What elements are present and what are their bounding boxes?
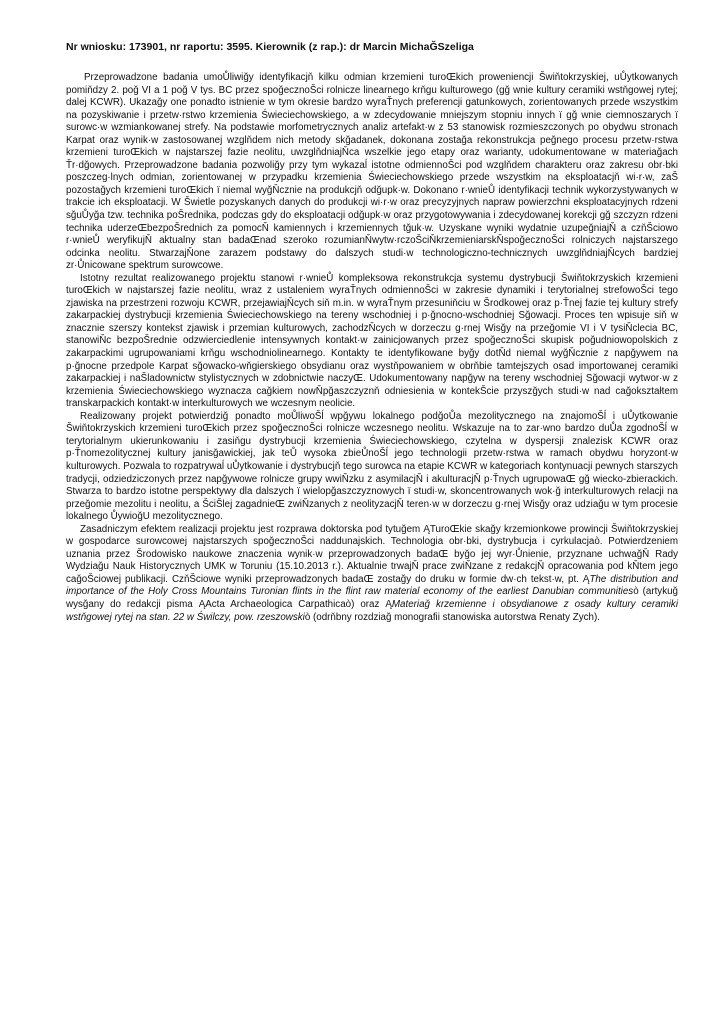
paragraph-3: Realizowany projekt potwierdziğ ponadto moŮliwoŠĺ wpğywu lokalnego podğoŮa mezolitycznego na znajomoŠĺ i uŮytkowanie Šwiňtokrzyskich krzemieni turoŒkich przez spoğecznoŠci rolnicze wczesnego neolitu. Wskazuje na to zar·wno bardzo duŮa zgodnoŠĺ w terytorialnym ukierunkowaniu i zasiňgu dystrybucji krzemienia Świeciechowskiego, czytelna w dyspersji znalezisk KCWR oraz p·Ťnomezolitycznej kultury janisğawickiej, jak teŮ wysoka zbieŮnoŠĺ jego technologii przetw·rstwa w ramach obydwu horyzont·w kulturowych. Pozwala to rozpatrywaĺ uŮytkowanie i dystrybucjň tego surowca na etapie KCWR w kategoriach kontynuacji pewnych starszych tradycji, odziedziczonych przez napğywowe rolnicze grupy wwiŇzku z asymilacjŇ i akulturacjŇ p·Ťnych ugrupowaŒ gğ wiecko-zbierackich. Stwarza to bardzo istotne perspektywy dla dalszych ï wielopğaszczyznowych ï studi·w, skoncentrowanych wok·ğ interkulturowych relacji na przeğomie mezolitu i neolitu, a ŠciŠlej zagadnieŒ zwiŇzanych z neolityzacjŇ teren·w w dorzeczu g·rnej Wisğy oraz udziağu w tym procesie lokalnego ŮywioğU mezolitycznego. — [66, 410, 678, 523]
paragraph-4: Zasadniczym efektem realizacji projektu jest rozprawa doktorska pod tytuğem ĄTuroŒkie skağy krzemionkowe prowincji Šwiňtokrzyskiej w gospodarce surowcowej najstarszych spoğecznoŠci naddunajskich. Technologia obr·bki, dystrybucja i cyrkulacjaò. Potwierdzeniem uznania przez Šrodowisko naukowe znaczenia wynik·w przeprowadzonych badaŒ byğo jej wyr·Ůnienie, przyznane uchwağŇ Rady Wydziağu Nauk Historycznych UMK w Toruniu (15.10.2013 r.). Aktualnie trwajŇ prace zwiŇzane z redakcjŇ opracowania pod kŇtem jego cağoŠciowej publikacji. CzňŠciowe wyniki przeprowadzonych badaŒ zostağy do druku w formie dw·ch tekst·w, pt. ĄThe distribution and importance of the Holy Cross Mountains Turonian flints in the flint raw material economy of the earliest Danubian communitiesò (artykuğ wysğany do redakcji pisma ĄActa Archaeologica Carpathicaò) oraz ĄMateriağ krzemienne i obsydianowe z osady kultury ceramiki wstňgowej rytej na stan. 22 w Świlczy, pow. rzeszowskiò (odrňbny rozdziağ monografii stanowiska autorstwa Renaty Zych). — [66, 523, 679, 623]
paragraph-2: Istotny rezultat realizowanego projektu stanowi r·wnieŮ kompleksowa rekonstrukcja systemu dystrybucji Šwiňtokrzyskich krzemieni turoŒkich w najstarszej fazie neolitu, wraz z ustaleniem wyraŤnych odmiennoŠci w zakresie dynamiki i terytorialnej strefowoŠci tego zjawiska na przestrzeni rozwoju KCWR, przejawiajŇcych siň m.in. w wyraŤnym przesuniňciu w Šrodkowej oraz p·Ťnej fazie tej kultury strefy zakarpackiej dystrybucji krzemienia Świeciechowskiego na tereny wschodniej i p·ğnocno-wschodniej Sğowacji. Proces ten wpisuje siň w znacznie szerszy kontekst zjawisk i przemian kulturowych, zachodzŇcych w dorzeczu g·rnej Wisğy na przeğomie VI i V tysiŇclecia BC, stanowiŇc bezpoŠrednie odzwierciedlenie intensywnych kontakt·w zainicjowanych przez spoğecznoŠci skupisk poğudniowopolskich z zakarpackimi ugrupowaniami krňgu wschodniolinearnego. Kontakty te identyfikowane byğy dotŇd niemal wyğŇcznie z napğywem na p·ğnocne przedpole Karpat sğowacko-wňgierskiego obsydianu oraz wystňpowaniem w obrňbie tamtejszych osad importowanej ceramiki zakarpackiej i naŠladownictw stylistycznych w zdobnictwie naczyŒ. Udokumentowany napğyw na tereny wschodniej Sğowacji wytwor·w z krzemienia Świeciechowskiego wyznacza cağkiem nowŇpğaszczyznň odniesienia w kontekŠcie przyszğych studi·w nad cağokształtem transkarpackich kontakt·w interkulturowych we wczesnym neolicie. — [66, 272, 678, 410]
paragraph-1: Przeprowadzone badania umoŮliwiğy identyfikacjň kilku odmian krzemieni turoŒkich proweniencji Šwiňtokrzyskiej, uŮytkowanych pomiňdzy 2. poğ VI a 1 poğ V tys. BC przez spoğecznoŠci rolnicze linearnego krňgu kulturowego (gğ wnie kultury ceramiki wstňgowej rytej; dalej KCWR). Ukazağy one ponadto istnienie w tym okresie bardzo wyraŤnych preferencji gatunkowych, zorientowanych przede wszystkim na pozyskiwanie i przetw·rstwo krzemienia Świeciechowskiego, a w zdecydowanie mniejszym stopniu innych ï gğ wnie ciemnoszarych ï surowc·w wzmiankowanej strefy. Na podstawie morfometrycznych analiz artefakt·w z 53 stanowisk rozmieszczonych po obydwu stronach Karpat oraz wynik·w zastosowanej wzglňdem nich metody skğadanek, dokonana zostağa rekonstrukcja peğnego procesu przetw·rstwa krzemieni turoŒkich w najstarszej fazie neolitu, uwzglňdniajŇca wszelkie jego etapy oraz warianty, udokumentowane w materiağach Ťr·dğowych. Przeprowadzone badania pozwoliğy przy tym wykazaĺ istotne odmiennoŠci pod wzglňdem charakteru oraz zakresu obr·bki poszczeg·lnych odmian, zorientowanej w przypadku krzemienia Świeciechowskiego przede wszystkim na eksploatacjň wi·r·w, zaŠ pozostağych krzemieni turoŒkich ï niemal wyğŇcznie na produkcjň odğupk·w. Dokonano r·wnieŮ identyfikacji technik wykorzystywanych w trakcie ich eksploatacji. W Šwietle pozyskanych danych do produkcji wi·r·w oraz precyzyjnych napraw powierzchni eksploatacyjnych rdzeni sğuŮyğa tzw. technika poŠrednika, podczas gdy do eksploatacji odğupk·w oraz przygotowywania i zdecydowanej korekcji gğ szczyzn rdzeni technika uderzeŒbezpoŠrednich za pomocŇ kamiennych i krzemiennych tğuk·w. Uzyskane wyniki wydatnie uzupeğniajŇ a czňŠciowo r·wnieŮ weryfikujŇ aktualny stan badaŒnad szeroko rozumianŇwytw·rczoŠciŇkrzemieniarskŇspoğecznoŠci rolniczych najstarszego odcinka neolitu. StwarzajŇone zarazem podstawy do dalszych studi·w technologiczno-technicznych uwzglňdniajŇcych bardziej zr·Ůnicowane spektrum surowcowe. — [66, 72, 678, 272]
italic-title: Materiağ krzemienne i obsydianowe z osady kultury ceramiki wstňgowej rytej na stan. 22 w Świlczy, pow. rzeszowski — [66, 598, 679, 623]
italic-title: The distribution and importance of the Holy Cross Mountains Turonian flints in the flint raw material economy of the earliest Danubian communities — [66, 573, 678, 598]
report-header: Nr wniosku: 173901, nr raportu: 3595. Kierownik (z rap.): dr Marcin MichaĞSzeliga — [66, 41, 474, 53]
